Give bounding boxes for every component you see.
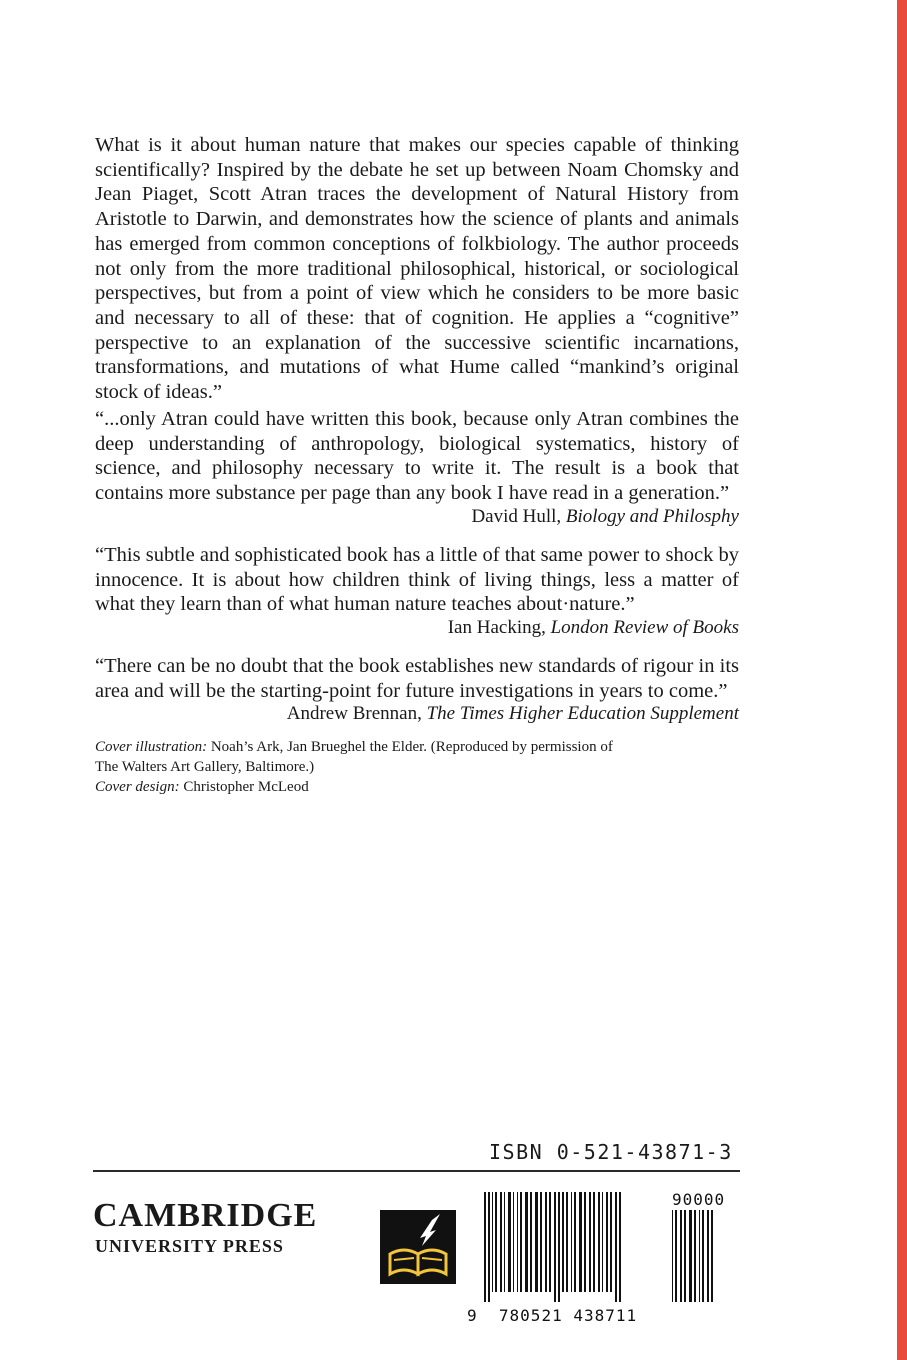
review-quote-3	[95, 654, 739, 703]
review-attribution-2	[448, 617, 739, 639]
barcode-bar	[672, 1210, 673, 1302]
barcode-bar	[495, 1192, 497, 1292]
book-blurb: What is it about human nature that makes our species capable of thinking scientifically? Inspired by the debate he set up between Noam Chomsky and Jean Piaget, Scott Atran traces the development of Natural History from Aristotle to Darwin, and demonstrates how the science of plants and animals has emerged from common conceptions of folkbiology. The author proceeds not only from the more traditional philosophical, historical, or sociological perspectives, but from a point of view which he considers to be more basic and necessary to all of these: that of cognition. He applies a “cognitive” perspective to an explanation of the successive scientific incarnations, transformations, and mutations of what Hume called “mankind’s original stock of ideas.”	[95, 134, 739, 404]
barcode-ean-digits	[467, 1306, 637, 1325]
illustration-label: Cover illustration:	[95, 739, 208, 755]
barcode-bar	[525, 1192, 528, 1292]
barcode-bar	[584, 1192, 586, 1292]
barcode-bar	[562, 1192, 564, 1292]
barcode-bar	[530, 1192, 532, 1292]
barcode-bar	[545, 1192, 547, 1292]
ean-first-digit: 9	[467, 1306, 478, 1325]
review-author-3: Andrew Brennan,	[286, 703, 422, 724]
barcode-bar	[549, 1192, 551, 1292]
barcode-bar	[589, 1192, 591, 1292]
barcode-bar	[694, 1210, 696, 1302]
barcode-bar	[615, 1192, 617, 1302]
ean-right-group: 438711	[573, 1306, 638, 1325]
barcode-bar	[699, 1210, 700, 1302]
barcode-bar	[488, 1192, 490, 1302]
publisher-book-logo-icon	[380, 1210, 456, 1284]
divider-rule	[93, 1170, 740, 1172]
barcode-bar	[535, 1192, 538, 1292]
barcode-bar	[598, 1192, 600, 1292]
review-attribution-3	[287, 703, 739, 725]
barcode-bar	[602, 1192, 603, 1292]
barcode-bar	[610, 1192, 612, 1292]
barcode-bar	[707, 1210, 709, 1302]
review-quote-1: “...only Atran could have written this book, because only Atran combines the deep understanding of anthropology, biological systematics, history of science, and philosophy necessary to write it. The result is a book that contains more substance per page than any book I have read in a generation.”	[95, 408, 739, 505]
isbn-number: ISBN 0-521-43871-3	[489, 1140, 733, 1164]
barcode-bar	[520, 1192, 522, 1292]
barcode-bar	[540, 1192, 542, 1292]
barcode-bar	[517, 1192, 518, 1292]
barcode-bar	[579, 1192, 582, 1292]
barcode-bar	[593, 1192, 595, 1292]
barcode-bar	[711, 1210, 713, 1302]
barcode-bar	[492, 1192, 493, 1292]
cover-credits	[95, 737, 695, 797]
review-author-1: David Hull,	[471, 506, 562, 527]
barcode-bar	[689, 1210, 692, 1302]
review-source-2: London Review of Books	[550, 617, 739, 638]
barcode-bar	[508, 1192, 511, 1292]
barcode-bar	[484, 1192, 486, 1302]
publisher-subname: UNIVERSITY PRESS	[95, 1236, 284, 1256]
review-attribution-1	[471, 506, 739, 528]
barcode-bar	[504, 1192, 505, 1292]
review-quote-3-text: “There can be no doubt that the book establishes new standards of rigour in its area and will be the starting-point for future investigations in years to come.”	[95, 655, 739, 702]
review-source-3: The Times Higher Education Supplement	[426, 703, 739, 724]
barcode-bar	[571, 1192, 572, 1292]
barcode-bar	[619, 1192, 621, 1302]
publisher-name: CAMBRIDGE	[93, 1197, 318, 1234]
barcode-addon-digits: 90000	[672, 1190, 726, 1209]
barcode-bar	[684, 1210, 686, 1302]
ean-left-group: 780521	[498, 1306, 563, 1325]
illustration-text: Noah’s Ark, Jan Brueghel the Elder. (Reproduced by permission of	[210, 739, 613, 755]
design-label: Cover design:	[95, 779, 180, 795]
barcode-bar	[500, 1192, 502, 1292]
design-text: Christopher McLeod	[183, 779, 309, 795]
review-quote-2: “This subtle and sophisticated book has a little of that same power to shock by innocence. It is about how children think of living things, less a matter of what they learn than of what human nature teaches about·nature.”	[95, 544, 739, 616]
barcode-bar	[574, 1192, 576, 1292]
barcode-bar	[513, 1192, 514, 1292]
barcode-bar	[680, 1210, 682, 1302]
barcode-bar	[675, 1210, 677, 1302]
illustration-text-2: The Walters Art Gallery, Baltimore.)	[95, 759, 315, 775]
barcode-bar	[702, 1210, 704, 1302]
barcode-bar	[554, 1192, 556, 1302]
review-author-2: Ian Hacking,	[447, 617, 546, 638]
barcode-bar	[606, 1192, 608, 1292]
barcode-bar	[566, 1192, 568, 1292]
barcode-bar	[558, 1192, 560, 1302]
review-source-1: Biology and Philosphy	[565, 506, 739, 527]
spine-edge-band	[897, 0, 907, 1360]
